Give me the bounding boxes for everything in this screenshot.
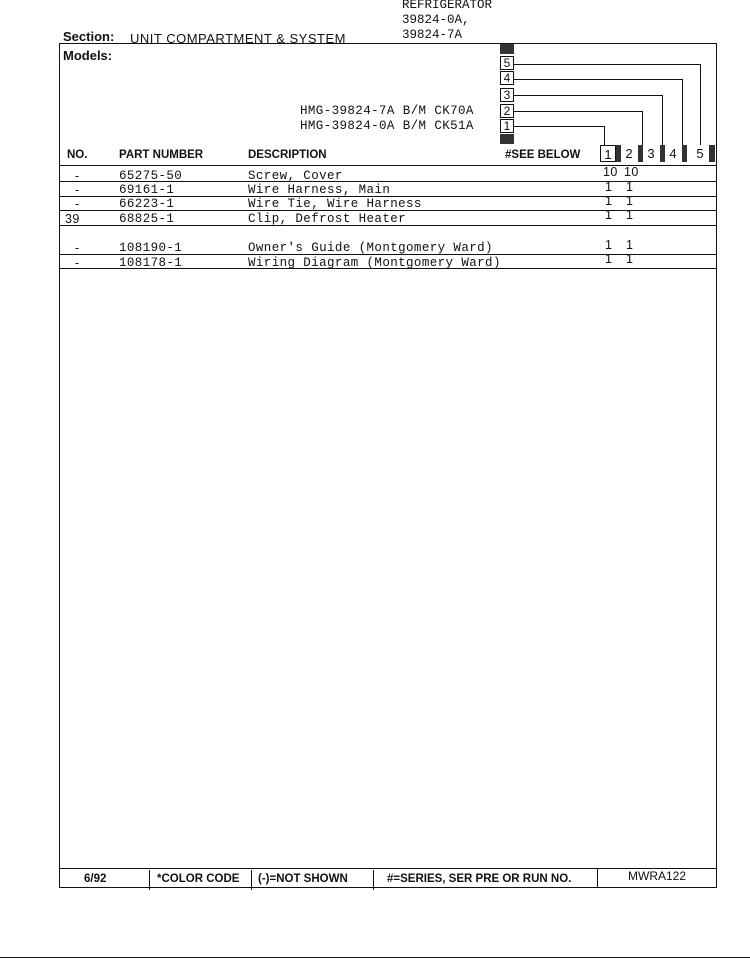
column-divider bbox=[682, 145, 687, 162]
connector-1-v bbox=[604, 126, 605, 145]
connector-4-h bbox=[514, 79, 682, 80]
row-rule bbox=[60, 225, 716, 226]
models-label: Models: bbox=[63, 48, 113, 63]
footer-divider bbox=[149, 870, 150, 890]
footer-series: #=SERIES, SER PRE OR RUN NO. bbox=[387, 873, 572, 885]
box-stack-base bbox=[500, 134, 514, 144]
column-number-5: 5 bbox=[696, 146, 704, 161]
row-no: - bbox=[75, 241, 80, 255]
row-no: - bbox=[75, 256, 80, 270]
row-q1: 1 bbox=[605, 238, 613, 252]
footer-divider bbox=[597, 868, 598, 888]
row-no: - bbox=[75, 197, 80, 211]
row-desc: Wire Tie, Wire Harness bbox=[248, 197, 422, 211]
row-desc: Wire Harness, Main bbox=[248, 183, 391, 197]
model-box-3: 3 bbox=[500, 88, 514, 102]
row-part: 65275-50 bbox=[119, 169, 183, 183]
page-bottom-rule bbox=[0, 957, 750, 958]
row-q2: 1 bbox=[626, 194, 634, 208]
column-divider bbox=[709, 145, 715, 162]
model-box-1: 1 bbox=[500, 119, 514, 133]
row-q1: 1 bbox=[605, 180, 613, 194]
header-see-below: #SEE BELOW bbox=[505, 149, 581, 161]
row-q2: 1 bbox=[626, 180, 634, 194]
row-desc: Clip, Defrost Heater bbox=[248, 212, 407, 226]
header-description: DESCRIPTION bbox=[248, 149, 327, 161]
row-rule bbox=[60, 210, 716, 211]
header-no: NO. bbox=[67, 149, 88, 161]
row-part: 69161-1 bbox=[119, 183, 175, 197]
header-part-number: PART NUMBER bbox=[119, 149, 204, 161]
column-number-1: 1 bbox=[600, 145, 616, 162]
footer-not-shown: (-)=NOT SHOWN bbox=[258, 873, 348, 885]
model-box-5: 5 bbox=[500, 56, 514, 70]
row-q2: 1 bbox=[626, 252, 634, 266]
footer-date: 6/92 bbox=[84, 873, 107, 885]
column-number-4: 4 bbox=[669, 146, 677, 161]
footer-color-code: *COLOR CODE bbox=[157, 873, 240, 885]
row-no: 39 bbox=[65, 212, 80, 226]
row-rule bbox=[60, 181, 716, 182]
connector-1-h bbox=[514, 126, 604, 127]
connector-2-v bbox=[642, 111, 643, 145]
model-line-2: HMG-39824-0A B/M CK51A bbox=[300, 119, 474, 133]
row-desc: Screw, Cover bbox=[248, 169, 343, 183]
model-code-2: 39824-7A bbox=[402, 28, 463, 42]
row-rule bbox=[60, 254, 716, 255]
connector-5-h bbox=[514, 64, 700, 65]
section-label: Section: bbox=[63, 29, 115, 44]
footer bbox=[59, 868, 717, 890]
row-part: 108178-1 bbox=[119, 256, 183, 270]
row-part: 66223-1 bbox=[119, 197, 175, 211]
row-part: 108190-1 bbox=[119, 241, 183, 255]
row-q1: 1 bbox=[605, 194, 613, 208]
model-line-1: HMG-39824-7A B/M CK70A bbox=[300, 104, 474, 118]
row-q1: 1 bbox=[605, 208, 613, 222]
row-desc: Wiring Diagram (Montgomery Ward) bbox=[248, 256, 501, 270]
model-code-1: 39824-0A, bbox=[402, 13, 470, 27]
connector-3-v bbox=[662, 95, 663, 145]
connector-5-v bbox=[700, 64, 701, 145]
model-box-2: 2 bbox=[500, 104, 514, 118]
connector-4-v bbox=[682, 79, 683, 145]
row-desc: Owner's Guide (Montgomery Ward) bbox=[248, 241, 493, 255]
row-q2: 1 bbox=[626, 238, 634, 252]
column-number-2: 2 bbox=[625, 146, 633, 161]
footer-divider bbox=[373, 870, 374, 890]
row-no: - bbox=[75, 183, 80, 197]
connector-2-h bbox=[514, 111, 642, 112]
connector-3-h bbox=[514, 95, 662, 96]
column-number-3: 3 bbox=[647, 146, 655, 161]
footer-doc-id: MWRA122 bbox=[628, 869, 687, 883]
row-q2: 1 bbox=[626, 208, 634, 222]
product-type: REFRIGERATOR bbox=[402, 0, 493, 12]
row-q2: 10 bbox=[624, 165, 639, 179]
row-q1: 10 bbox=[603, 165, 618, 179]
row-q1: 1 bbox=[605, 252, 613, 266]
row-no: - bbox=[75, 169, 80, 183]
row-part: 68825-1 bbox=[119, 212, 175, 226]
section-value: UNIT COMPARTMENT & SYSTEM bbox=[130, 31, 346, 46]
row-rule bbox=[60, 268, 716, 269]
footer-divider bbox=[251, 870, 252, 890]
model-box-4: 4 bbox=[500, 71, 514, 85]
box-stack-cap bbox=[500, 44, 514, 54]
